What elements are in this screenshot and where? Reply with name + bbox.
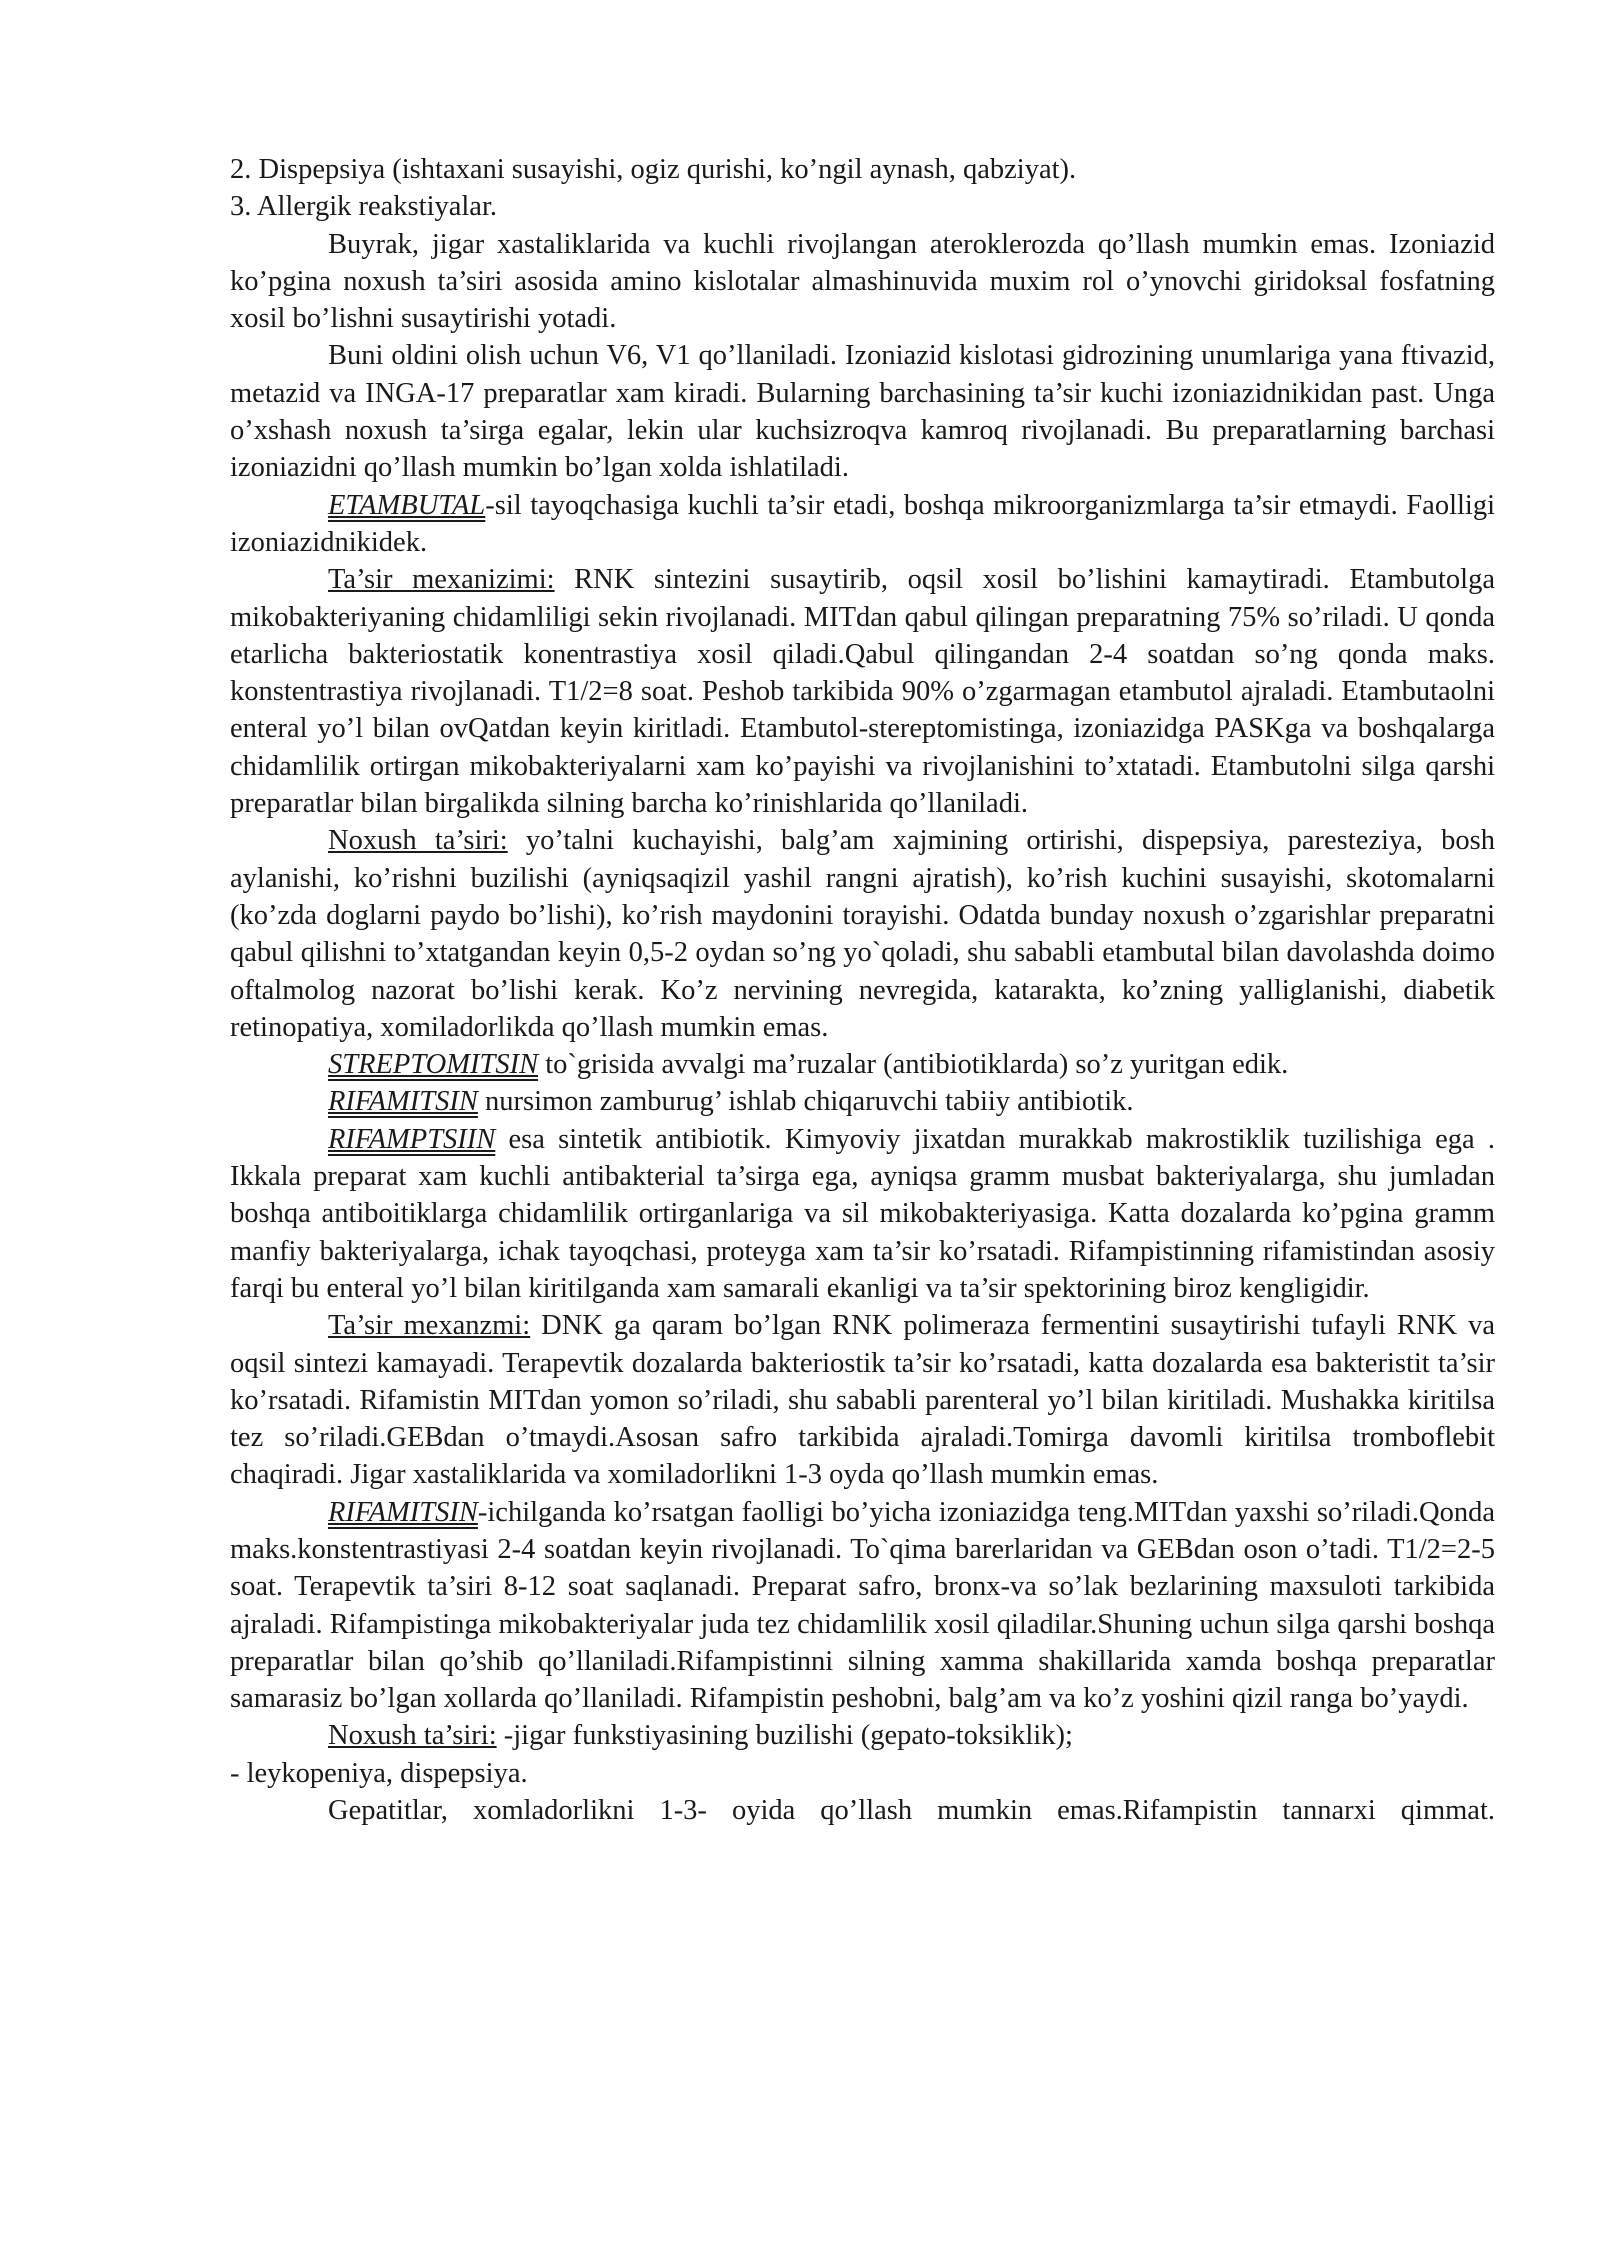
term-heading: RIFAMITSIN bbox=[328, 1086, 478, 1118]
paragraph-text: Buni oldini olish uchun V6, V1 qo’llaniladi. Izoniazid kislotasi gidrozining unumlariga yana ftivazid, metazid va INGA-17 preparatlar xam kiradi. Bularning barchasining ta’sir kuchi izoniazidnikidan past. Unga o’xshash noxush ta’sirga egalar, lekin ular kuchsizroqva kamroq rivojlanadi. Bu preparatlarning barchasi izoniazidni qo’llash mumkin bo’lgan xolda ishlatiladi. bbox=[230, 340, 1495, 484]
section-label: Noxush ta’siri: bbox=[328, 825, 508, 857]
paragraph-rifamptsiin bbox=[230, 1121, 1495, 1307]
paragraph-streptomitsin bbox=[230, 1046, 1495, 1083]
section-label: Noxush ta’siri: bbox=[328, 1720, 497, 1752]
section-label: Ta’sir mexanizimi: bbox=[328, 564, 555, 596]
paragraph-text: -sil tayoqchasiga kuchli ta’sir etadi, boshqa mikroorganizmlarga ta’sir etmaydi. Faolligi izoniazidnikidek. bbox=[230, 489, 1495, 558]
paragraph-text: 3. Allergik reakstiyalar. bbox=[230, 191, 497, 223]
paragraph-rifamitsin-intro bbox=[230, 1083, 1495, 1120]
paragraph-etambutal bbox=[230, 487, 1495, 562]
paragraph-leukopenia-item bbox=[230, 1755, 1495, 1792]
term-heading: RIFAMITSIN bbox=[328, 1496, 478, 1528]
term-heading: RIFAMPTSIIN bbox=[328, 1123, 496, 1155]
paragraph-etambutal-mechanism bbox=[230, 561, 1495, 822]
paragraph-rifamitsin-mechanism bbox=[230, 1307, 1495, 1493]
paragraph-text: nursimon zamburug’ ishlab chiqaruvchi tabiiy antibiotik. bbox=[477, 1086, 1134, 1118]
paragraph-prevention bbox=[230, 337, 1495, 486]
paragraph-rifamitsin-side-effects bbox=[230, 1717, 1495, 1754]
paragraph-etambutal-side-effects bbox=[230, 822, 1495, 1046]
paragraph-final-contraindications bbox=[230, 1792, 1495, 1829]
paragraph-text: -ichilganda ko’rsatgan faolligi bo’yicha izoniazidga teng.MITdan yaxshi so’riladi.Qonda maks.konstentrastiyasi 2-4 soatdan keyin rivojlanadi. To`qima barerlaridan va GEBdan oson o’tadi. T1/2=2-5 soat. Terapevtik ta’siri 8-12 soat saqlanadi. Preparat safro, bronx-va so’lak bezlarining maxsuloti tarkibida ajraladi. Rifampistinga mikobakteriyalar juda tez chidamlilik xosil qiladilar.Shuning uchun silga qarshi boshqa preparatlar bilan qo’shib qo’llaniladi.Rifampistinni silning xamma shakillarida xamda boshqa preparatlar samarasiz bo’lgan xollarda qo’llaniladi. Rifampistin peshobni, balg’am va ko’z yoshini qizil ranga bo’yaydi. bbox=[230, 1496, 1495, 1715]
paragraph-contraindications bbox=[230, 226, 1495, 338]
paragraph-text: - leykopeniya, dispepsiya. bbox=[230, 1757, 528, 1789]
document-page bbox=[230, 151, 1495, 1829]
paragraph-text: 2. Dispepsiya (ishtaxani susayishi, ogiz qurishi, ko’ngil aynash, qabziyat). bbox=[230, 154, 1077, 185]
paragraph-text: yo’talni kuchayishi, balg’am xajmining ortirishi, dispepsiya, paresteziya, bosh aylanishi, ko’rishni buzilishi (ayniqsaqizil yashil rangni ajratish), ko’rish kuchini susayishi, skotomalarni (ko’zda doglarni paydo bo’lishi), ko’rish maydonini torayishi. Odatda bunday noxush o’zgarishlar preparatni qabul qilishni to’xtatgandan keyin 0,5-2 oydan so’ng yo`qoladi, shu sababli etambutal bilan davolashda doimo oftalmolog nazorat bo’lishi kerak. Ko’z nervining nevregida, katarakta, ko’zning yalliglanishi, diabetik retinopatiya, xomiladorlikda qo’llash mumkin emas. bbox=[230, 825, 1495, 1043]
paragraph-text: esa sintetik antibiotik. Kimyoviy jixatdan murakkab makrostiklik tuzilishiga ega . Ikkala preparat xam kuchli antibakterial ta’sirga ega, ayniqsa gramm musbat bakteriyalarga, shu jumladan boshqa antiboitiklarga chidamlilik ortirganlariga va sil mikobakteriyasiga. Katta dozalarda ko’pgina gramm manfiy bakteriyalarga, ichak tayoqchasi, proteyga xam ta’sir ko’rsatadi. Rifampistinning rifamistindan asosiy farqi bu enteral yo’l bilan kiritilganda xam samarali ekanligi va ta’sir spektorining biroz kengligidir. bbox=[230, 1123, 1495, 1304]
paragraph-text: Gepatitlar, xomladorlikni 1-3- oyida qo’llash mumkin emas.Rifampistin tannarxi qimmat. bbox=[328, 1795, 1495, 1827]
term-heading: STREPTOMITSIN bbox=[328, 1049, 539, 1081]
paragraph-dyspepsia-item bbox=[230, 151, 1495, 188]
paragraph-text: Buyrak, jigar xastaliklarida va kuchli rivojlangan ateroklerozda qo’llash mumkin emas. Izoniazid ko’pgina noxush ta’siri asosida amino kislotalar almashinuvida muxim rol o’ynovchi giridoksal fosfatning xosil bo’lishni susaytirishi yotadi. bbox=[230, 228, 1495, 335]
paragraph-text: DNK ga qaram bo’lgan RNK polimeraza fermentini susaytirishi tufayli RNK va oqsil sintezi kamayadi. Terapevtik dozalarda bakteriostik ta’sir ko’rsatadi, katta dozalarda esa bakteristit ta’sir ko’rsatadi. Rifamistin MITdan yomon so’riladi, shu sababli parenteral yo’l bilan kiritiladi. Mushakka kiritilsa tez so’riladi.GEBdan o’tmaydi.Asosan safro tarkibida ajraladi.Tomirga davomli kiritilsa tromboflebit chaqiradi. Jigar xastaliklarida va xomiladorlikni 1-3 oyda qo’llash mumkin emas. bbox=[230, 1310, 1496, 1491]
paragraph-text: RNK sintezini susaytirib, oqsil xosil bo’lishini kamaytiradi. Etambutolga mikobakteriyaning chidamliligi sekin rivojlanadi. MITdan qabul qilingan preparatning 75% so’riladi. U qonda etarlicha bakteriostatik konentrastiya xosil qiladi.Qabul qilingandan 2-4 soatdan so’ng qonda maks. konstentrastiya rivojlanadi. T1/2=8 soat. Peshob tarkibida 90% o’zgarmagan etambutol ajraladi. Etambutaolni enteral yo’l bilan ovQatdan keyin kiritladi. Etambutol-stereptomistinga, izoniazidga PASKga va boshqalarga chidamlilik ortirgan mikobakteriyalarni xam ko’payishi va rivojlanishini to’xtatadi. Etambutolni silga qarshi preparatlar bilan birgalikda silning barcha ko’rinishlarida qo’llaniladi. bbox=[230, 564, 1495, 820]
paragraph-text: to`grisida avvalgi ma’ruzalar (antibiotiklarda) so’z yuritgan edik. bbox=[538, 1049, 1289, 1081]
term-heading: ETAMBUTAL bbox=[328, 489, 486, 521]
paragraph-text: -jigar funkstiyasining buzilishi (gepato-toksiklik); bbox=[496, 1720, 1073, 1752]
section-label: Ta’sir mexanzmi: bbox=[328, 1310, 531, 1342]
paragraph-allergy-item bbox=[230, 188, 1495, 225]
paragraph-rifamitsin-oral bbox=[230, 1494, 1495, 1718]
